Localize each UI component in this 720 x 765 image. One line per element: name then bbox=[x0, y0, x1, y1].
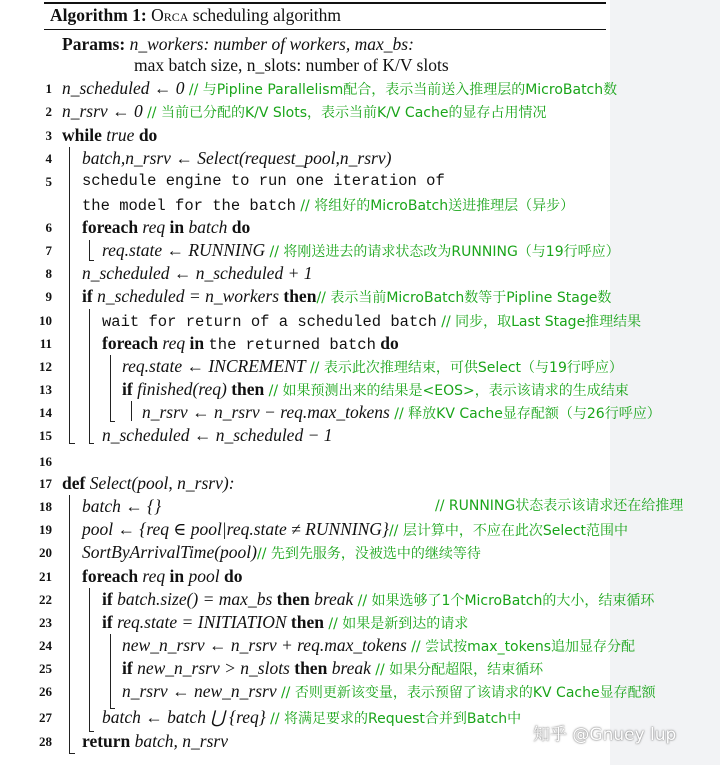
algo-line-4: 4 batch,n_rsrv ← Select(request_pool,n_rsrv) bbox=[45, 148, 392, 168]
algo-line-6: 6 foreach req in batch do bbox=[45, 217, 251, 237]
algo-line-7: 7 req.state ← RUNNING // 将刚送进去的请求状态改为RUNNING（与19行呼应） bbox=[45, 240, 620, 260]
algo-line-23: 23 if req.state = INITIATION then // 如果是新到达的请求 bbox=[39, 612, 469, 632]
zhihu-watermark: 知乎 @Gnuey lup bbox=[533, 725, 677, 745]
algo-line-16: 16 bbox=[39, 454, 52, 469]
algo-line-22: 22 if batch.size() = max_bs then break // 如果选够了1个MicroBatch的大小，结束循环 bbox=[39, 589, 655, 609]
algo-line-3: 3 while true do bbox=[45, 125, 158, 145]
algo-line-12: 12 req.state ← INCREMENT // 表示此次推理结束，可供Select（与19行呼应） bbox=[39, 356, 623, 376]
algo-line-15: 15 n_scheduled ← n_scheduled − 1 bbox=[39, 425, 333, 445]
algo-line-27: 27 batch ← batch ⋃ {req} // 将满足要求的Request合并到Batch中 bbox=[39, 707, 522, 727]
algo-line-28: 28 return batch, n_rsrv bbox=[39, 731, 228, 751]
algo-line-9: 9 if n_scheduled = n_workers then// 表示当前MicroBatch数等于Pipline Stage数 bbox=[45, 286, 612, 306]
algo-line-5-cont: the model for the batch // 将组好的MicroBatch送进推理层（异步） bbox=[82, 197, 575, 215]
algo-line-11: 11 foreach req in the returned batch do bbox=[39, 333, 399, 354]
algo-line-18: 18 batch ← {} // RUNNING状态表示该请求还在给推理 bbox=[39, 496, 684, 516]
algo-line-17: 17 def Select(pool, n_rsrv): bbox=[39, 473, 235, 493]
algo-line-8: 8 n_scheduled ← n_scheduled + 1 bbox=[45, 263, 313, 283]
title-rule bbox=[44, 29, 606, 30]
algo-line-10: 10 wait for return of a scheduled batch // 同步，取Last Stage推理结果 bbox=[39, 313, 642, 331]
scope-end-def bbox=[69, 753, 75, 754]
top-rule bbox=[44, 2, 606, 4]
algo-line-13: 13 if finished(req) then // 如果预测出来的结果是<EOS>，表示该请求的生成结束 bbox=[39, 379, 629, 399]
algorithm-title: Algorithm 1: Orca scheduling algorithm bbox=[50, 5, 342, 25]
algo-line-21: 21 foreach req in pool do bbox=[39, 566, 243, 586]
algo-line-25: 25 if new_n_rsrv > n_slots then break // 如果分配超限，结束循环 bbox=[39, 658, 544, 678]
algo-line-5: 5 schedule engine to run one iteration of bbox=[45, 172, 445, 190]
algo-line-26: 26 n_rsrv ← new_n_rsrv // 否则更新该变量，表示预留了该请求的KV Cache显存配额 bbox=[39, 681, 656, 701]
algo-line-24: 24 new_n_rsrv ← n_rsrv + req.max_tokens // 尝试按max_tokens追加显存分配 bbox=[39, 635, 636, 655]
algo-line-1: 1 n_scheduled ← 0 // 与Pipline Parallelism配合，表示当前送入推理层的MicroBatch数 bbox=[45, 78, 618, 98]
algo-line-14: 14 n_rsrv ← n_rsrv − req.max_tokens // 释放KV Cache显存配额（与26行呼应） bbox=[39, 402, 661, 422]
algo-line-19: 19 pool ← {req ∈ pool|req.state ≠ RUNNING}// 层计算中，不应在此次Select范围中 bbox=[39, 519, 629, 539]
params-block: Params: n_workers: number of workers, max_bs: max batch size, n_slots: number of K/V slots bbox=[62, 34, 449, 75]
algo-line-20: 20 SortByArrivalTime(pool)// 先到先服务，没被选中的继续等待 bbox=[39, 542, 481, 562]
algo-line-2: 2 n_rsrv ← 0 // 当前已分配的K/V Slots，表示当前K/V Cache的显存占用情况 bbox=[45, 101, 547, 121]
